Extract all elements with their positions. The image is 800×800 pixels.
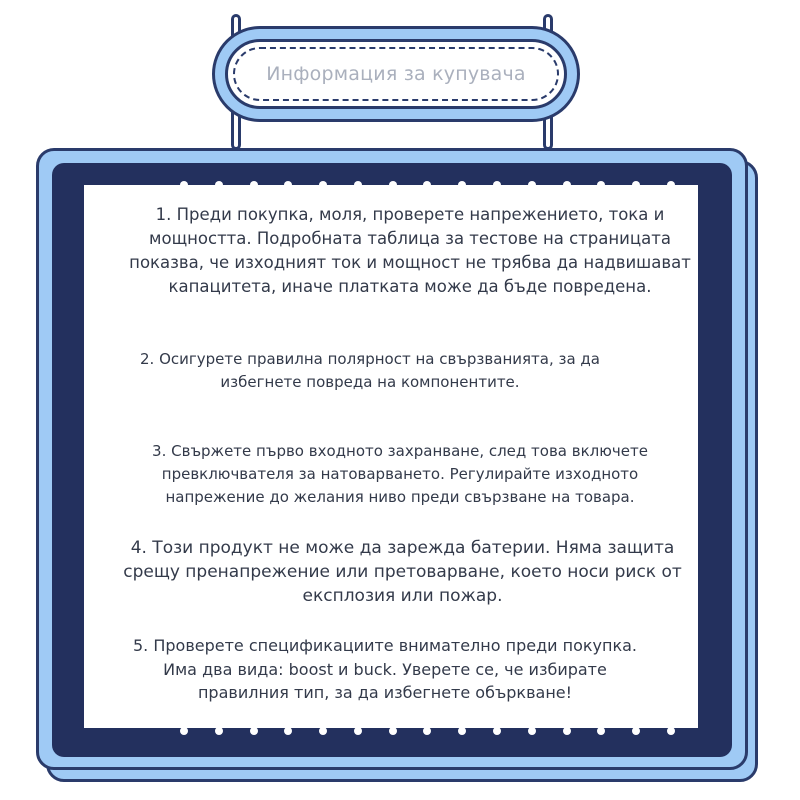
binding-hole — [180, 181, 188, 189]
binding-hole — [493, 727, 501, 735]
binding-hole — [563, 181, 571, 189]
binding-holes-top — [180, 181, 675, 189]
binding-hole — [319, 727, 327, 735]
binding-hole — [284, 727, 292, 735]
notice-item-3: 3. Свържете първо входното захранване, след това включете превключвателя за натоварването. Регулирайте изходното напрежение до желания ниво преди свързване на товара. — [152, 442, 648, 506]
title-plaque-dashed-border — [233, 47, 559, 101]
binding-hole — [180, 727, 188, 735]
binding-hole — [458, 181, 466, 189]
binding-hole — [423, 181, 431, 189]
binding-hole — [597, 727, 605, 735]
binding-hole — [632, 727, 640, 735]
binding-hole — [389, 727, 397, 735]
binding-hole — [284, 181, 292, 189]
binding-hole — [597, 181, 605, 189]
binding-hole — [528, 181, 536, 189]
notice-item-1: 1. Преди покупка, моля, проверете напрежението, тока и мощността. Подробната таблица за тестове на страницата показва, че изходният ток и мощност не трябва да надвишават капацитета, иначе платката може да бъде повредена. — [129, 205, 691, 296]
binding-hole — [528, 727, 536, 735]
binding-hole — [493, 181, 501, 189]
binding-hole — [458, 727, 466, 735]
page-title: Информация за купувача — [266, 63, 526, 85]
binding-hole — [632, 181, 640, 189]
binding-hole — [250, 727, 258, 735]
binding-hole — [354, 181, 362, 189]
binding-hole — [215, 727, 223, 735]
title-plaque — [212, 26, 580, 122]
binding-hole — [250, 181, 258, 189]
notice-item-4: 4. Този продукт не може да зарежда батерии. Няма защита срещу пренапрежение или претоварване, което носи риск от експлозия или пожар. — [123, 538, 682, 606]
binding-hole — [319, 181, 327, 189]
binding-holes-bottom — [180, 727, 675, 735]
binding-hole — [389, 181, 397, 189]
notice-item-2: 2. Осигурете правилна полярност на свързванията, за да избегнете повреда на компонентите. — [140, 350, 600, 391]
title-plaque-inner — [225, 39, 567, 109]
binding-hole — [354, 727, 362, 735]
notice-item-5: 5. Проверете спецификациите внимателно преди покупка. Има два вида: boost и buck. Уверете се, че избирате правилния тип, за да избегнете объркване! — [132, 636, 638, 702]
binding-hole — [667, 181, 675, 189]
binding-hole — [563, 727, 571, 735]
binding-hole — [215, 181, 223, 189]
binding-hole — [667, 727, 675, 735]
binding-hole — [423, 727, 431, 735]
